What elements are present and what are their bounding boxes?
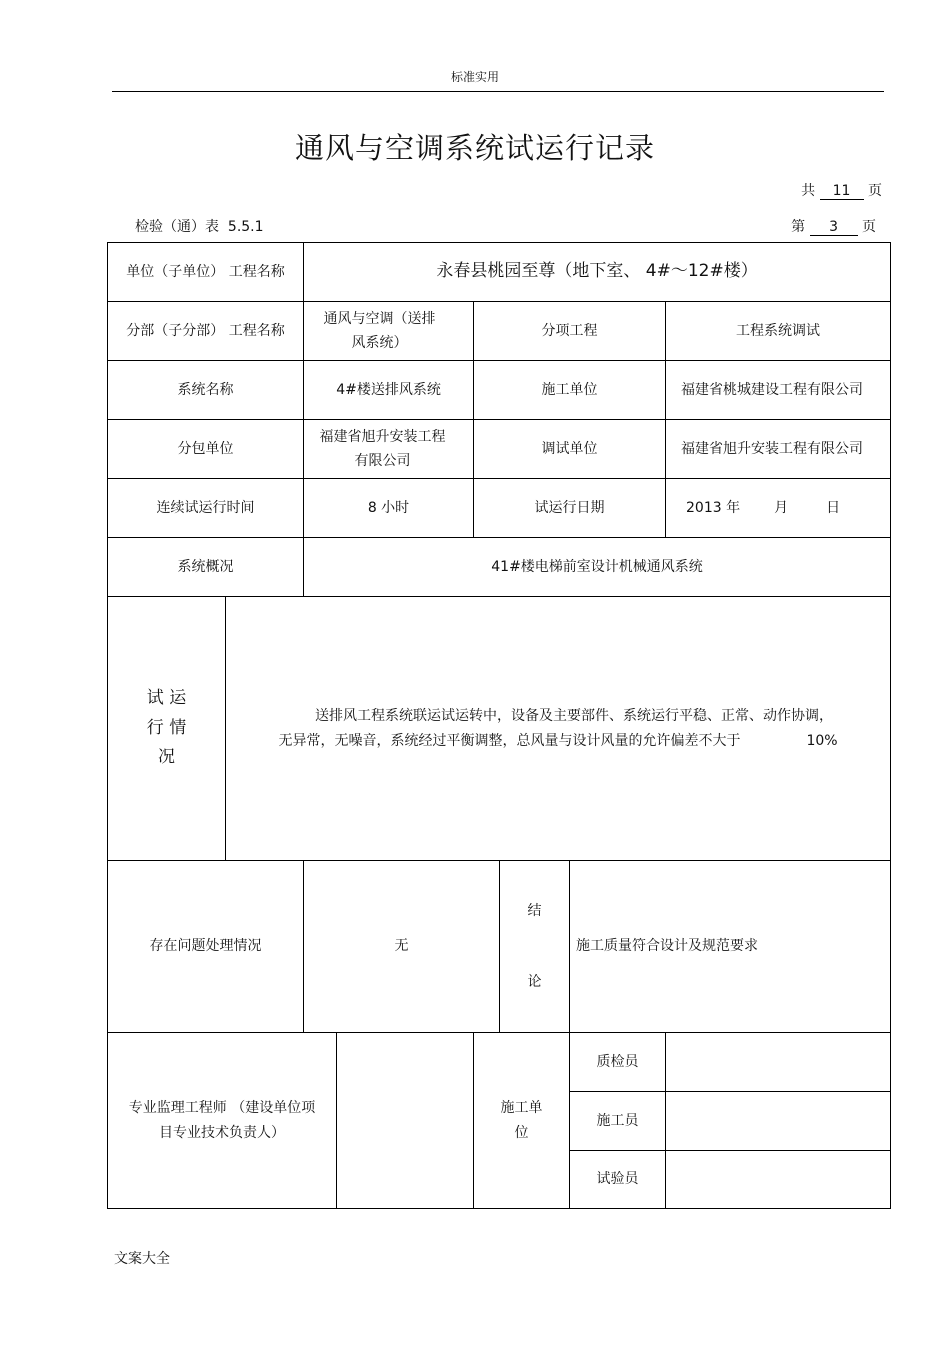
- subitem-value: 工程系统调试: [666, 302, 891, 361]
- page-number: [791, 216, 876, 236]
- form-number: [135, 216, 264, 236]
- row-runtime: [108, 479, 891, 538]
- trial-label: 试 运 行 情 况: [108, 597, 226, 861]
- trial-run-record-table: [107, 242, 891, 1209]
- builder-label: 施工单位: [474, 1033, 570, 1209]
- division-label: 分部（子分部） 工程名称: [108, 302, 304, 361]
- header-divider: [112, 91, 884, 92]
- conclusion-label-2: 论: [527, 973, 542, 990]
- trial-date-value: [666, 479, 891, 538]
- overview-label: 系统概况: [108, 538, 304, 597]
- trial-text-line-2: 无异常，无噪音，系统经过平衡调整，总风量与设计风量的允许偏差不大于: [278, 732, 741, 749]
- qc-signature: [666, 1033, 891, 1092]
- debug-unit-label: 调试单位: [474, 420, 666, 479]
- trial-text-line-1: 送排风工程系统联运试运转中，设备及主要部件、系统运行平稳、正常、动作协调，: [315, 708, 834, 724]
- unit-label: 单位（子单位） 工程名称: [108, 243, 304, 302]
- form-no: 5.5.1: [227, 219, 264, 235]
- document-title: 通风与空调系统试运行记录: [294, 131, 655, 165]
- trial-date-label: 试运行日期: [474, 479, 666, 538]
- page-no: 3: [810, 219, 858, 236]
- form-label: 检验（通）表: [135, 219, 219, 235]
- runtime-label: 连续试运行时间: [108, 479, 304, 538]
- row-overview: [108, 538, 891, 597]
- subcontract-label: 分包单位: [108, 420, 304, 479]
- page-footer: 文案大全: [114, 1251, 170, 1267]
- worker-signature: [666, 1092, 891, 1151]
- issues-value: 无: [304, 861, 500, 1033]
- total-prefix: 共: [801, 183, 816, 199]
- runtime-value: 8 小时: [304, 479, 474, 538]
- division-value: 通风与空调（送排风系统）: [304, 302, 474, 361]
- worker-label: 施工员: [570, 1092, 666, 1151]
- system-name-label: 系统名称: [108, 361, 304, 420]
- page-header: 标准实用: [450, 70, 499, 84]
- conclusion-value: 施工质量符合设计及规范要求: [570, 861, 891, 1033]
- total-pages: [801, 180, 882, 200]
- trial-description: [226, 597, 891, 861]
- conclusion-label-1: 结: [527, 903, 542, 919]
- row-subcontract: [108, 420, 891, 479]
- row-system-name: [108, 361, 891, 420]
- system-name-value: 4#楼送排风系统: [304, 361, 474, 420]
- row-division: [108, 302, 891, 361]
- overview-value: 41#楼电梯前室设计机械通风系统: [304, 538, 891, 597]
- subitem-label: 分项工程: [474, 302, 666, 361]
- tester-signature: [666, 1151, 891, 1209]
- page-prefix: 第: [791, 219, 806, 235]
- issues-label: 存在问题处理情况: [108, 861, 304, 1033]
- total-suffix: 页: [868, 183, 882, 199]
- page-suffix: 页: [862, 219, 876, 235]
- row-issues: [108, 861, 891, 1033]
- unit-value: 永春县桃园至尊（地下室、 4#～12#楼）: [304, 243, 891, 302]
- row-signature-qc: [108, 1033, 891, 1092]
- supervisor-signature: [337, 1033, 474, 1209]
- qc-label: 质检员: [570, 1033, 666, 1092]
- row-unit: [108, 243, 891, 302]
- trial-text-percent: 10%: [806, 732, 838, 749]
- row-trial-run: [108, 597, 891, 861]
- supervisor-label: 专业监理工程师 （建设单位项目专业技术负责人）: [108, 1033, 337, 1209]
- construction-unit-label: 施工单位: [474, 361, 666, 420]
- subcontract-value: 福建省旭升安装工程有限公司: [304, 420, 474, 479]
- conclusion-label: [500, 861, 570, 1033]
- trial-date-year: 2013 年: [686, 499, 741, 516]
- total-pages-value: 11: [820, 183, 864, 200]
- trial-date-day: 日: [826, 499, 841, 516]
- tester-label: 试验员: [570, 1151, 666, 1209]
- debug-unit-value: 福建省旭升安装工程有限公司: [666, 420, 891, 479]
- construction-unit-value: 福建省桃城建设工程有限公司: [666, 361, 891, 420]
- trial-date-month: 月: [774, 499, 789, 516]
